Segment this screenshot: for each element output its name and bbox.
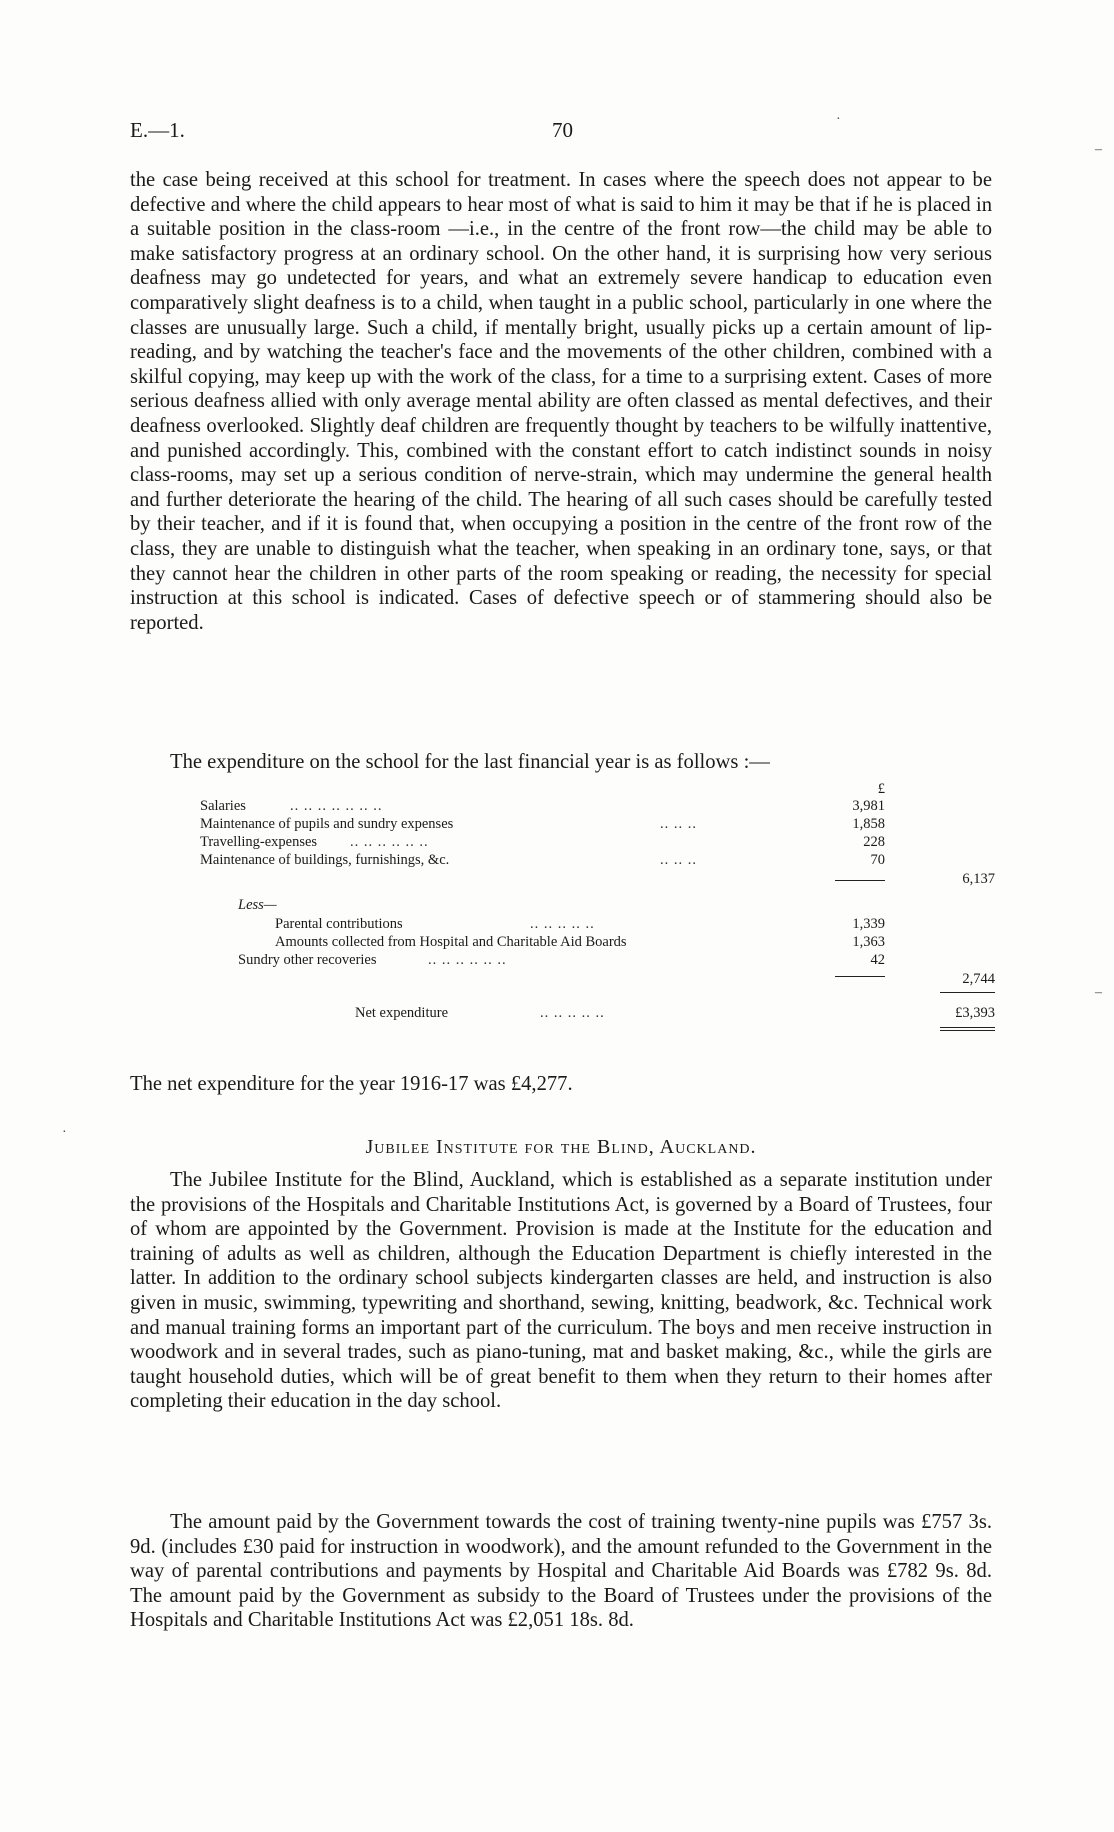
expense-row bbox=[130, 833, 1000, 852]
expense-label: Travelling-expenses bbox=[200, 834, 318, 850]
expenditure-table bbox=[130, 780, 1000, 1055]
deduction-row bbox=[130, 933, 1000, 952]
dot-leader: .. .. .. .. .. bbox=[530, 916, 595, 932]
net-double-rule-bottom bbox=[940, 1030, 995, 1031]
section-heading: Jubilee Institute for the Blind, Auckland. bbox=[365, 1136, 757, 1158]
margin-dot: · bbox=[62, 1125, 67, 1140]
expense-row bbox=[130, 797, 1000, 816]
deduction-row bbox=[130, 915, 1000, 934]
less-label: Less— bbox=[238, 897, 277, 913]
deduction-label: Amounts collected from Hospital and Charitable Aid Boards bbox=[275, 934, 627, 950]
net-rule bbox=[940, 992, 995, 993]
deduction-label: Parental contributions bbox=[275, 916, 403, 932]
deduction-amount: 1,363 bbox=[852, 934, 885, 950]
margin-mark: – bbox=[1095, 985, 1102, 1000]
deduction-row bbox=[130, 951, 1000, 970]
paragraph-deafness: the case being received at this school for treatment. In cases where the speech does not appear to be defective and where the child appears to hear most of what is said to him it may be that if he is placed in a suitable position in the class-room —i.e., in the centre of the front row—the child may be able to make satisfactory progress at an ordinary school. On the other hand, it is surprising how very serious deafness may go undetected for years, and what an extremely severe handicap to education even comparatively slight deafness is to a child, when taught in a public school, particularly in one where the classes are unusually large. Such a child, if mentally bright, usually picks up a certain amount of lip-reading, and by watching the teacher's face and the movements of the other children, combined with a skilful copying, may keep up with the work of the class, for a time to a surprising extent. Cases of more serious deafness allied with only average mental ability are often classed as mental defectives, and their deafness overlooked. Slightly deaf children are frequently thought by teachers to be wilfully inattentive, and punished accordingly. This, combined with the constant effort to catch indistinct sounds in noisy class-rooms, may set up a serious condition of nerve-strain, which may undermine the general health and further deteriorate the hearing of the child. The hearing of all such cases should be carefully tested by their teacher, and if it is found that, when occupying a position in the centre of the front row of the class, they are unable to distinguish what the teacher, when speaking in an ordinary tone, says, or that they cannot hear the children in other parts of the room speaking or reading, the necessity for special instruction at this school is indicated. Cases of defective speech or of stammering should also be reported. bbox=[130, 169, 992, 634]
expense-row bbox=[130, 851, 1000, 870]
page-header bbox=[130, 118, 990, 148]
page-number: 70 bbox=[552, 118, 573, 142]
net-label: Net expenditure bbox=[355, 1005, 449, 1021]
expense-label: Salaries bbox=[200, 798, 246, 814]
less-row bbox=[130, 896, 1000, 915]
expense-label: Maintenance of pupils and sundry expenses bbox=[200, 816, 454, 832]
net-row bbox=[130, 1004, 1000, 1023]
deduction-amount: 1,339 bbox=[852, 916, 885, 932]
paragraph-expenditure-intro: The expenditure on the school for the last financial year is as follows :— bbox=[170, 751, 770, 773]
dot-leader: .. .. .. .. .. .. bbox=[350, 834, 429, 850]
paragraph-jubilee-institute: The Jubilee Institute for the Blind, Auckland, which is established as a separate institution under the provisions of the Hospitals and Charitable Institutions Act, is governed by a Board of Trustees, four of whom are appointed by the Government. Provision is made at the Institute for the education and training of adults as well as children, although the Education Department is chiefly interested in the latter. In addition to the ordinary school subjects kindergarten classes are held, and instruction is also given in music, swimming, typewriting and shorthand, sewing, knitting, beadwork, &c. Technical work and manual training forms an important part of the curriculum. The boys and men receive instruction in woodwork and in several trades, such as piano-tuning, mat and basket making, &c., while the girls are taught household duties, which will be of great benefit to them when they return to their homes after completing their education in the day school. bbox=[130, 1169, 992, 1413]
margin-mark: – bbox=[1095, 142, 1102, 157]
gross-total-row bbox=[130, 870, 1000, 889]
dot-leader: .. .. .. bbox=[660, 816, 697, 832]
dot-leader: .. .. .. .. .. bbox=[540, 1005, 605, 1021]
series-reference: E.—1. bbox=[130, 118, 185, 142]
currency-symbol: £ bbox=[877, 781, 885, 797]
net-total: £3,393 bbox=[955, 1005, 995, 1021]
deduction-amount: 42 bbox=[870, 952, 885, 968]
expense-amount: 3,981 bbox=[852, 798, 885, 814]
deductions-total: 2,744 bbox=[962, 971, 995, 987]
paragraph-net-expenditure: The net expenditure for the year 1916-17 was £4,277. bbox=[130, 1073, 573, 1095]
paragraph-government-payments: The amount paid by the Government towards the cost of training twenty-nine pupils was £757 3s. 9d. (includes £30 paid for instruction in woodwork), and the amount refunded to the Government in the way of parental contributions and payments by Hospital and Charitable Aid Boards was £782 9s. 8d. The amount paid by the Government as subsidy to the Board of Trustees under the provisions of the Hospitals and Charitable Institutions Act was £2,051 18s. 8d. bbox=[130, 1511, 992, 1632]
expense-row bbox=[130, 815, 1000, 834]
net-double-rule-top bbox=[940, 1027, 995, 1028]
expense-amount: 1,858 bbox=[852, 816, 885, 832]
dot-leader: .. .. .. .. .. .. bbox=[428, 952, 507, 968]
expense-amount: 228 bbox=[863, 834, 885, 850]
margin-dot: · bbox=[836, 112, 841, 127]
gross-total: 6,137 bbox=[962, 871, 995, 887]
deductions-total-row bbox=[130, 970, 1000, 989]
dot-leader: .. .. .. .. .. .. .. bbox=[290, 798, 383, 814]
dot-leader: .. .. .. bbox=[660, 852, 697, 868]
expense-amount: 70 bbox=[870, 852, 885, 868]
deduction-label: Sundry other recoveries bbox=[238, 952, 377, 968]
expense-label: Maintenance of buildings, furnishings, &c. bbox=[200, 852, 450, 868]
